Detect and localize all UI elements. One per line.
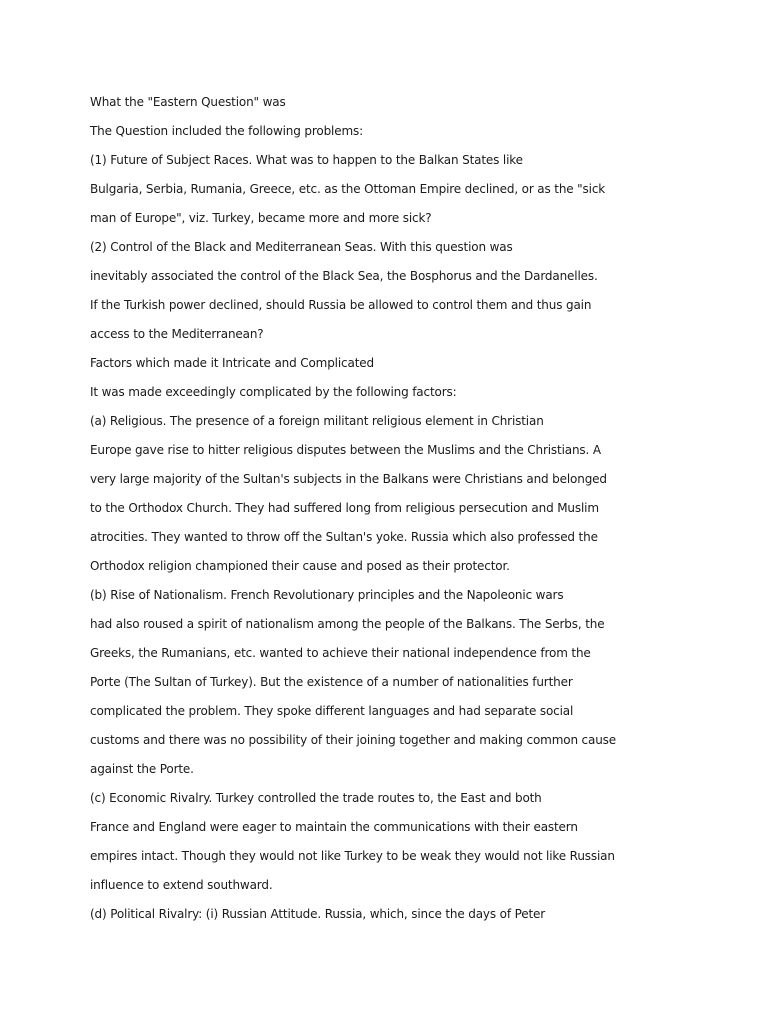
document-line-heading: Factors which made it Intricate and Complicated xyxy=(90,356,374,370)
document-line: Bulgaria, Serbia, Rumania, Greece, etc. as the Ottoman Empire declined, or as the "sick xyxy=(90,182,606,196)
document-line: (d) Political Rivalry: (i) Russian Attitude. Russia, which, since the days of Peter xyxy=(90,907,546,921)
document-line: (c) Economic Rivalry. Turkey controlled the trade routes to, the East and both xyxy=(90,791,542,805)
document-line: man of Europe", viz. Turkey, became more and more sick? xyxy=(90,211,432,225)
document-line: complicated the problem. They spoke different languages and had separate social xyxy=(90,704,574,718)
document-line: had also roused a spirit of nationalism among the people of the Balkans. The Serbs, the xyxy=(90,617,605,631)
document-line: It was made exceedingly complicated by the following factors: xyxy=(90,385,457,399)
document-line: empires intact. Though they would not like Turkey to be weak they would not like Russian xyxy=(90,849,615,863)
document-line: atrocities. They wanted to throw off the Sultan's yoke. Russia which also professed the xyxy=(90,530,598,544)
document-line: (2) Control of the Black and Mediterranean Seas. With this question was xyxy=(90,240,513,254)
document-line-title: What the "Eastern Question" was xyxy=(90,95,286,109)
document-body xyxy=(90,92,616,933)
document-line: Porte (The Sultan of Turkey). But the existence of a number of nationalities further xyxy=(90,675,573,689)
document-line: access to the Mediterranean? xyxy=(90,327,264,341)
document-line: (1) Future of Subject Races. What was to happen to the Balkan States like xyxy=(90,153,523,167)
document-line: very large majority of the Sultan's subjects in the Balkans were Christians and belonged xyxy=(90,472,607,486)
document-line: (a) Religious. The presence of a foreign militant religious element in Christian xyxy=(90,414,544,428)
document-line: If the Turkish power declined, should Russia be allowed to control them and thus gain xyxy=(90,298,592,312)
document-line: Greeks, the Rumanians, etc. wanted to achieve their national independence from the xyxy=(90,646,591,660)
document-line: influence to extend southward. xyxy=(90,878,273,892)
document-line: Europe gave rise to hitter religious disputes between the Muslims and the Christians. A xyxy=(90,443,601,457)
document-line: against the Porte. xyxy=(90,762,194,776)
document-line: to the Orthodox Church. They had suffered long from religious persecution and Muslim xyxy=(90,501,599,515)
document-line: inevitably associated the control of the Black Sea, the Bosphorus and the Dardanelles. xyxy=(90,269,598,283)
document-line: customs and there was no possibility of their joining together and making common cause xyxy=(90,733,616,747)
document-line: Orthodox religion championed their cause and posed as their protector. xyxy=(90,559,510,573)
document-line: France and England were eager to maintain the communications with their eastern xyxy=(90,820,578,834)
document-line: (b) Rise of Nationalism. French Revolutionary principles and the Napoleonic wars xyxy=(90,588,564,602)
document-line: The Question included the following problems: xyxy=(90,124,363,138)
